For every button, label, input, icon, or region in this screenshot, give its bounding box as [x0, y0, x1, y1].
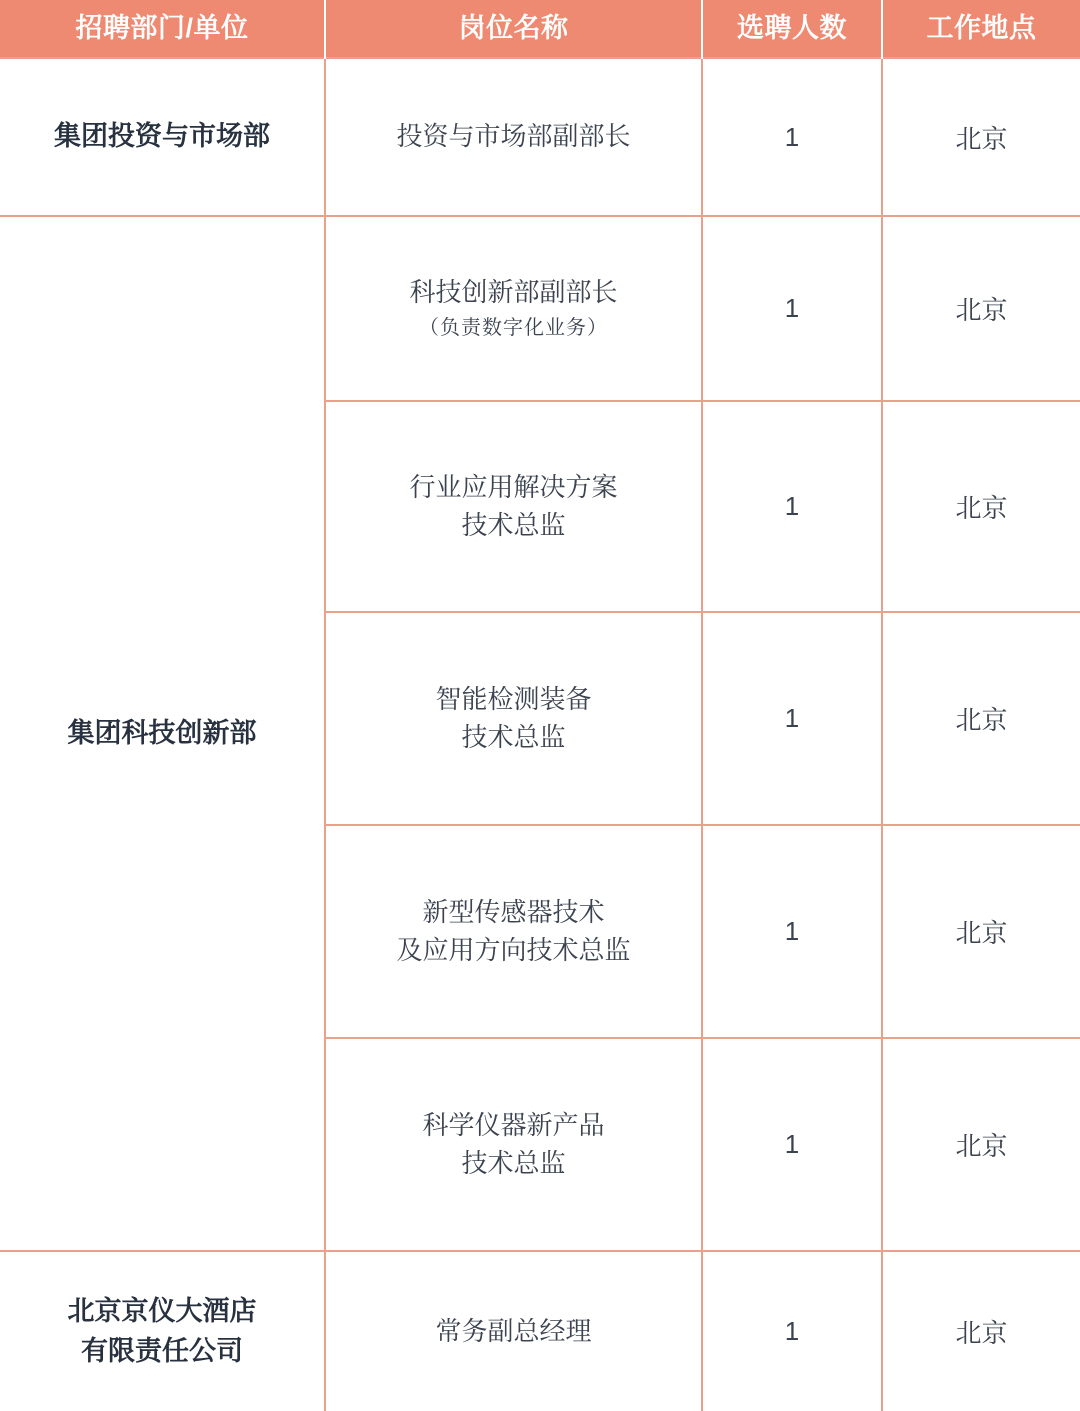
position-text: 投资与市场部副部长	[396, 121, 631, 152]
table-row	[0, 58, 1080, 216]
location-cell: 北京	[882, 825, 1080, 1038]
table-header	[0, 0, 1080, 58]
position-cell	[325, 1038, 702, 1251]
location-cell: 北京	[882, 1251, 1080, 1411]
position-text-line2: 技术总监	[461, 1147, 566, 1178]
column-header-position: 岗位名称	[325, 0, 702, 58]
position-cell	[325, 1251, 702, 1411]
position-text-line2: 技术总监	[461, 509, 566, 540]
table-row	[0, 1251, 1080, 1411]
location-cell: 北京	[882, 401, 1080, 612]
position-text: 科技创新部副部长	[409, 277, 618, 308]
count-cell: 1	[702, 1038, 882, 1251]
table-body	[0, 58, 1080, 1411]
count-cell: 1	[702, 825, 882, 1038]
position-cell	[325, 612, 702, 825]
position-cell	[325, 216, 702, 401]
header-row	[0, 0, 1080, 58]
position-text: 行业应用解决方案	[409, 471, 618, 502]
position-text: 科学仪器新产品	[422, 1109, 605, 1140]
position-text-line2: 技术总监	[461, 721, 566, 752]
column-header-count: 选聘人数	[702, 0, 882, 58]
column-header-department: 招聘部门/单位	[0, 0, 325, 58]
count-cell: 1	[702, 58, 882, 216]
position-text-line2: 及应用方向技术总监	[396, 934, 631, 965]
position-text: 常务副总经理	[435, 1315, 592, 1346]
count-cell: 1	[702, 401, 882, 612]
position-text: 智能检测装备	[435, 683, 592, 714]
count-cell: 1	[702, 1251, 882, 1411]
position-cell	[325, 401, 702, 612]
department-text: 北京京仪大酒店	[67, 1296, 257, 1327]
count-cell: 1	[702, 216, 882, 401]
column-header-location: 工作地点	[882, 0, 1080, 58]
location-cell: 北京	[882, 1038, 1080, 1251]
count-cell: 1	[702, 612, 882, 825]
table-row	[0, 216, 1080, 401]
department-text-line2: 有限责任公司	[81, 1335, 243, 1366]
position-text: 新型传感器技术	[422, 896, 605, 927]
department-cell: 集团科技创新部	[0, 216, 325, 1251]
department-cell: 集团投资与市场部	[0, 58, 325, 216]
department-cell	[0, 1251, 325, 1411]
position-cell	[325, 825, 702, 1038]
location-cell: 北京	[882, 216, 1080, 401]
position-subtext: （负责数字化业务）	[419, 316, 608, 339]
location-cell: 北京	[882, 58, 1080, 216]
location-cell: 北京	[882, 612, 1080, 825]
position-cell	[325, 58, 702, 216]
